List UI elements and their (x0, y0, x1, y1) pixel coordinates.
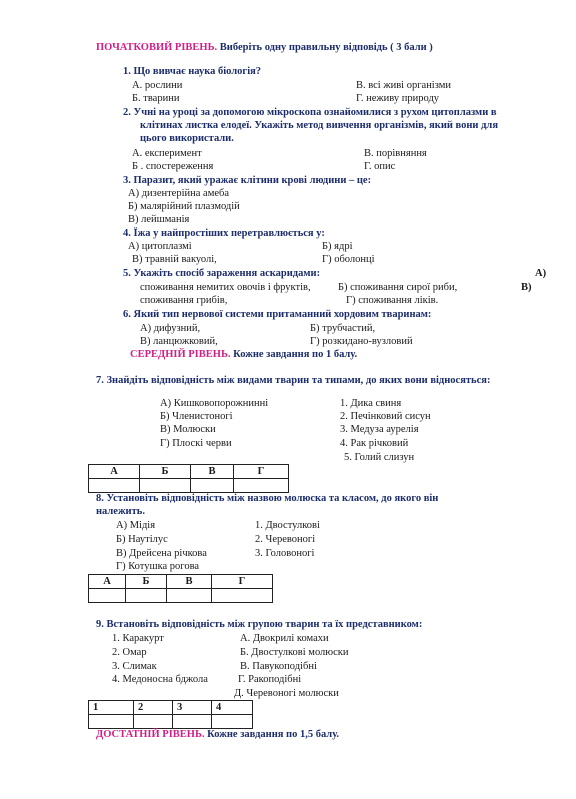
option-a: А) цитоплазмі (128, 241, 192, 252)
answer-cell[interactable] (134, 715, 173, 729)
match-left-item: 3. Слимак (112, 661, 157, 672)
answer-empty-row (89, 715, 253, 729)
option-d: Г) споживання ліків. (346, 295, 439, 306)
match-left-item: Б) Наутілус (116, 534, 168, 545)
level-instruction: Кожне завдання по 1,5 балу. (207, 729, 340, 740)
answer-cell[interactable] (126, 589, 167, 603)
match-right-item: А. Двокрилі комахи (240, 633, 329, 644)
level-instruction: Кожне завдання по 1 балу. (233, 349, 358, 360)
answer-header-cell: А (89, 575, 126, 589)
match-right-item: 4. Рак річковий (340, 438, 409, 449)
answer-cell[interactable] (234, 479, 289, 493)
option-c-marker: В) (521, 282, 532, 293)
match-left-item: В) Молюски (160, 424, 216, 435)
answer-cell[interactable] (212, 715, 253, 729)
match-right-item: 5. Голий слизун (344, 452, 415, 463)
answer-header-cell: Г (212, 575, 273, 589)
option-a: А) дифузний, (140, 323, 201, 334)
match-right-item: 1. Двостулкові (255, 520, 320, 531)
match-left-item: Г) Котушка рогова (116, 561, 200, 572)
option-d: Г. неживу природу (356, 93, 440, 104)
section-header-initial (96, 42, 433, 54)
match-left-item: В) Дрейсена річкова (116, 548, 207, 559)
section-header-sufficient (96, 729, 339, 741)
match-right-item: Г. Ракоподібні (238, 674, 302, 685)
option-d: Г. опис (364, 161, 396, 172)
answer-header-row (89, 465, 289, 479)
option-c: В) лейшманія (128, 214, 190, 225)
answer-cell[interactable] (89, 589, 126, 603)
question-8-line2: належить. (96, 506, 145, 517)
match-left-item: 1. Каракурт (112, 633, 164, 644)
match-right-item: 3. Медуза аурелія (340, 424, 419, 435)
option-c-text: споживання грибів, (140, 295, 228, 306)
match-right-item: Б. Двостулкові молюски (240, 647, 349, 658)
level-title: ДОСТАТНІЙ РІВЕНЬ. (96, 729, 205, 740)
option-b: Б) споживання сирої риби, (338, 282, 458, 293)
question-6: 6. Який тип нервової системи притаманний хордовим тваринам: (123, 309, 432, 320)
question-7: 7. Знайдіть відповідність між видами тварин та типами, до яких вони відносяться: (96, 375, 491, 386)
match-right-item: 2. Печінковий сисун (340, 411, 431, 422)
answer-empty-row (89, 479, 289, 493)
question-9: 9. Встановіть відповідність між групою тварин та їх представником: (96, 619, 423, 630)
answer-header-row (89, 701, 253, 715)
option-a: А) дизентерійна амеба (128, 188, 230, 199)
level-instruction: Виберіть одну правильну відповідь ( 3 бали ) (219, 42, 433, 53)
answer-header-cell: В (167, 575, 212, 589)
option-a: А. експеримент (132, 148, 202, 159)
option-a-marker: А) (535, 268, 547, 279)
answer-cell[interactable] (89, 715, 134, 729)
answer-header-cell: Г (234, 465, 289, 479)
match-left-item: 4. Медоносна бджола (112, 674, 208, 685)
answer-header-cell: 1 (89, 701, 134, 715)
match-right-item: В. Павукоподібні (240, 661, 317, 672)
match-right-item: Д. Черевоногі молюски (234, 688, 339, 699)
match-left-item: А) Мідія (116, 520, 156, 531)
question-4: 4. Їжа у найпростіших перетравлюється у: (123, 228, 325, 239)
option-c: В) травній вакуолі, (132, 254, 217, 265)
level-title: ПОЧАТКОВИЙ РІВЕНЬ. (96, 42, 218, 53)
option-b: Б . спостереження (132, 161, 214, 172)
option-a-text: споживання немитих овочів і фруктів, (140, 282, 311, 293)
question-1: 1. Що вивчає наука біологія? (123, 66, 262, 77)
answer-header-cell: Б (126, 575, 167, 589)
option-c: В. порівняння (364, 148, 427, 159)
option-b: Б) малярійний плазмодій (128, 201, 240, 212)
question-8-line1: 8. Установіть відповідність між назвою молюска та класом, до якого він (96, 493, 439, 504)
match-right-item: 1. Дика свиня (340, 398, 402, 409)
answer-table-q7 (88, 464, 289, 493)
match-left-item: Б) Членистоногі (160, 411, 233, 422)
match-right-item: 3. Головоногі (255, 548, 315, 559)
question-2-line1: 2. Учні на уроці за допомогою мікроскопа ознайомилися з рухом цитоплазми в (123, 107, 497, 118)
answer-header-cell: А (89, 465, 140, 479)
option-b: Б) ядрі (322, 241, 353, 252)
answer-cell[interactable] (191, 479, 234, 493)
option-b: Б) трубчастий, (310, 323, 376, 334)
question-2-line3: цього використали. (140, 133, 234, 144)
match-left-item: 2. Омар (112, 647, 147, 658)
match-right-item: 2. Черевоногі (255, 534, 316, 545)
option-c: В. всі живі організми (356, 80, 451, 91)
answer-header-cell: В (191, 465, 234, 479)
answer-cell[interactable] (140, 479, 191, 493)
answer-table-q8 (88, 574, 273, 603)
answer-cell[interactable] (173, 715, 212, 729)
answer-cell[interactable] (167, 589, 212, 603)
question-3: 3. Паразит, який уражає клітини крові людини – це: (123, 175, 372, 186)
answer-header-cell: Б (140, 465, 191, 479)
section-header-middle (130, 349, 357, 361)
answer-cell[interactable] (212, 589, 273, 603)
match-left-item: Г) Плоскі черви (160, 438, 232, 449)
answer-empty-row (89, 589, 273, 603)
option-b: Б. тварини (132, 93, 180, 104)
answer-header-cell: 4 (212, 701, 253, 715)
option-d: Г) оболонці (322, 254, 375, 265)
answer-cell[interactable] (89, 479, 140, 493)
answer-header-cell: 3 (173, 701, 212, 715)
match-left-item: А) Кишковопорожнинні (160, 398, 269, 409)
question-5: 5. Укажіть спосіб зараження аскаридами: (123, 268, 321, 279)
level-title: СЕРЕДНІЙ РІВЕНЬ. (130, 349, 231, 360)
option-a: А. рослини (132, 80, 183, 91)
question-2-line2: клітинах листка елодеї. Укажіть метод вивчення організмів, який вони для (140, 120, 498, 131)
answer-header-cell: 2 (134, 701, 173, 715)
option-c: В) ланцюжковий, (140, 336, 218, 347)
option-d: Г) розкидано-вузловий (310, 336, 413, 347)
answer-header-row (89, 575, 273, 589)
answer-table-q9 (88, 700, 253, 729)
